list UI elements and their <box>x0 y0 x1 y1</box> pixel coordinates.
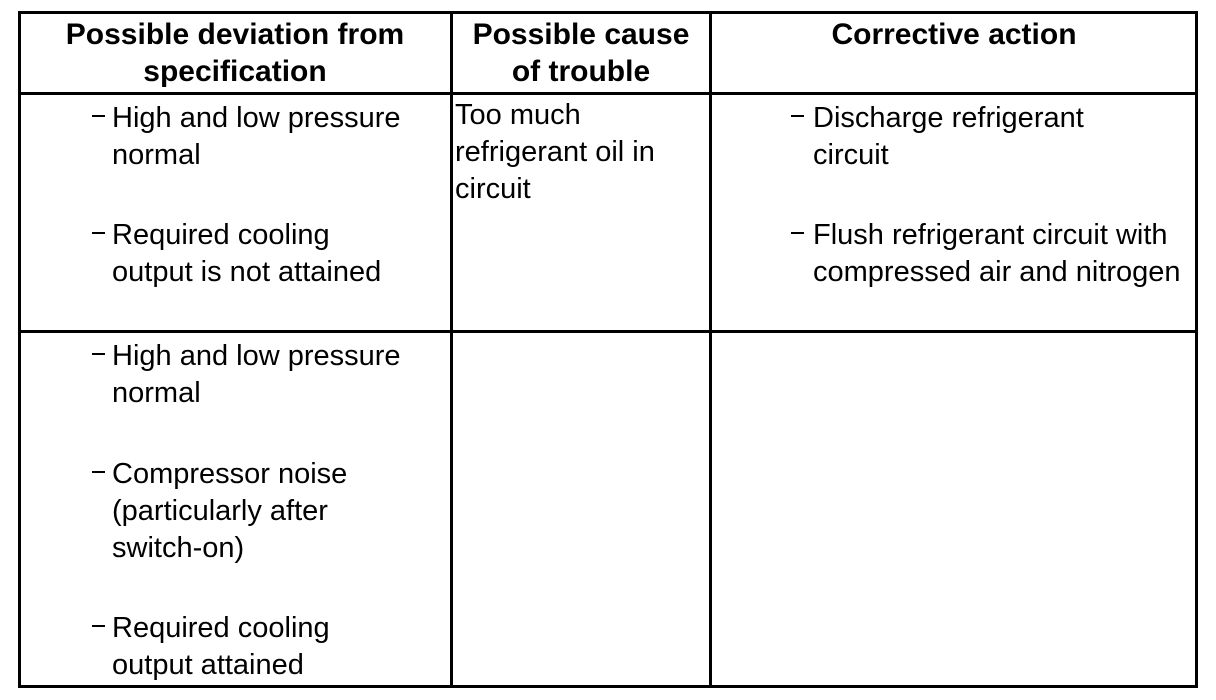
column-divider-2 <box>709 11 712 688</box>
bullet-dash-icon <box>92 471 105 473</box>
bullet-dash-icon <box>92 625 105 627</box>
row-divider <box>18 330 1198 333</box>
row1-action-2: Flush refrigerant circuit with compressed air and nitrogen <box>813 219 1181 288</box>
header-cause: Possible cause of trouble <box>472 18 690 88</box>
row1-cause: Too much refrigerant oil in circuit <box>455 99 655 205</box>
bullet-dash-icon <box>92 232 105 234</box>
row1-action-1: Discharge refrigerant circuit <box>813 102 1084 171</box>
row2-deviation-3: Required cooling output attained <box>112 612 330 681</box>
row1-deviation-2: Required cooling output is not attained <box>112 219 382 288</box>
table-border-left <box>18 11 21 688</box>
header-action: Corrective action <box>831 18 1077 51</box>
row2-deviation-2: Compressor noise (particularly after switch-on) <box>112 458 348 564</box>
table-border-top <box>18 11 1198 14</box>
bullet-dash-icon <box>92 115 105 117</box>
row2-deviation-1: High and low pressure normal <box>112 340 401 409</box>
header-divider <box>18 92 1198 95</box>
column-divider-1 <box>450 11 453 688</box>
table-border-bottom <box>18 685 1198 688</box>
bullet-dash-icon <box>791 115 804 117</box>
header-deviation: Possible deviation from specification <box>65 18 405 88</box>
table-border-right <box>1195 11 1198 688</box>
bullet-dash-icon <box>92 353 105 355</box>
row1-deviation-1: High and low pressure normal <box>112 102 401 171</box>
bullet-dash-icon <box>791 232 804 234</box>
